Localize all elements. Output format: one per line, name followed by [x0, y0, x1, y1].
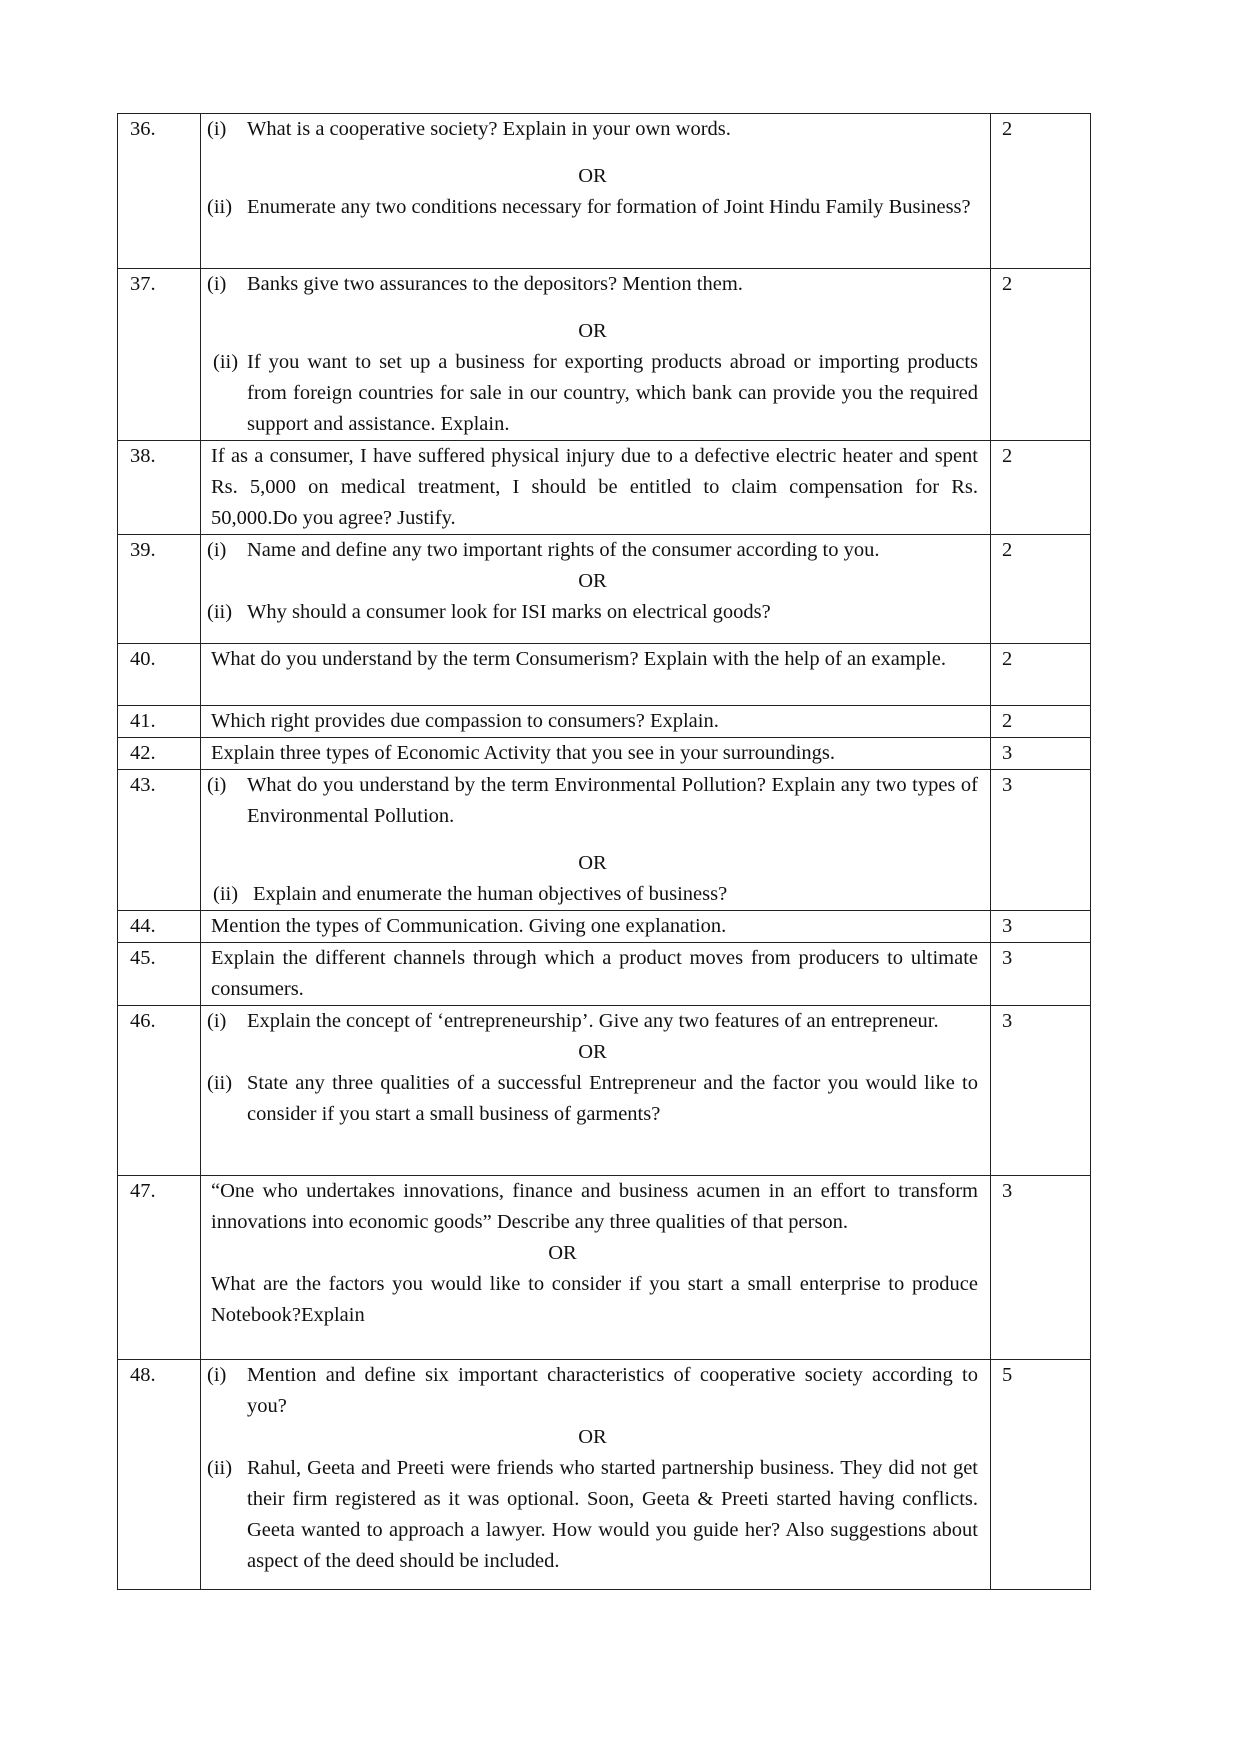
question-text-alt: What are the factors you would like to consider if you start a small enterprise to produce Notebook?Explain — [211, 1273, 978, 1326]
question-marks: 3 — [991, 1006, 1091, 1176]
or-separator: OR — [578, 570, 607, 592]
question-marks: 3 — [991, 738, 1091, 770]
part-text: Explain the concept of ‘entrepreneurship’. Give any two features of an entrepreneur. — [247, 1010, 939, 1032]
question-body — [201, 1360, 991, 1590]
question-text: Explain three types of Economic Activity that you see in your surroundings. — [211, 742, 835, 764]
question-body — [201, 770, 991, 911]
question-marks: 3 — [991, 1176, 1091, 1360]
question-marks: 3 — [991, 770, 1091, 911]
question-marks: 5 — [991, 1360, 1091, 1590]
question-number: 48. — [118, 1360, 201, 1590]
question-body — [201, 644, 991, 706]
question-body — [201, 1006, 991, 1176]
part-label: (i) — [207, 539, 227, 561]
part-label: (i) — [207, 1010, 227, 1032]
question-number: 37. — [118, 269, 201, 441]
question-row-39 — [118, 535, 1091, 644]
question-text: What do you understand by the term Consumerism? Explain with the help of an example. — [211, 648, 946, 670]
question-text: Which right provides due compassion to consumers? Explain. — [211, 710, 719, 732]
question-table — [117, 113, 1091, 1590]
question-text: Explain the different channels through which a product moves from producers to ultimate consumers. — [211, 947, 978, 1000]
question-row-38 — [118, 441, 1091, 535]
question-part-i — [207, 770, 978, 832]
question-number: 46. — [118, 1006, 201, 1176]
question-number: 40. — [118, 644, 201, 706]
question-row-43 — [118, 770, 1091, 911]
part-label: (ii) — [207, 1072, 233, 1094]
question-body — [201, 441, 991, 535]
part-text: What do you understand by the term Environmental Pollution? Explain any two types of Environmental Pollution. — [247, 774, 978, 827]
question-number: 39. — [118, 535, 201, 644]
question-body — [201, 114, 991, 269]
question-part-i — [207, 1006, 978, 1037]
part-text: Enumerate any two conditions necessary for formation of Joint Hindu Family Business? — [247, 196, 971, 218]
question-row-42 — [118, 738, 1091, 770]
part-label: (i) — [207, 118, 227, 140]
or-separator: OR — [578, 320, 607, 342]
question-row-44 — [118, 911, 1091, 943]
part-text: Explain and enumerate the human objectives of business? — [253, 883, 728, 905]
question-part-i — [207, 114, 978, 145]
question-part-i — [207, 1360, 978, 1422]
question-part-ii — [207, 1453, 978, 1577]
question-marks: 2 — [991, 706, 1091, 738]
question-marks: 2 — [991, 644, 1091, 706]
part-label: (ii) — [207, 1457, 233, 1479]
question-number: 44. — [118, 911, 201, 943]
part-text: Mention and define six important characteristics of cooperative society according to you? — [247, 1364, 978, 1417]
question-number: 38. — [118, 441, 201, 535]
question-part-i — [207, 535, 978, 566]
question-part-ii — [207, 1068, 978, 1130]
part-label: (ii) — [213, 351, 239, 373]
question-part-ii — [207, 192, 978, 223]
question-number: 45. — [118, 943, 201, 1006]
part-text: Why should a consumer look for ISI marks on electrical goods? — [247, 601, 771, 623]
question-row-47 — [118, 1176, 1091, 1360]
question-row-48 — [118, 1360, 1091, 1590]
question-text: “One who undertakes innovations, finance and business acumen in an effort to transform innovations into economic goods” Describe any three qualities of that person. — [211, 1180, 978, 1233]
question-body — [201, 269, 991, 441]
question-part-ii — [207, 879, 978, 910]
question-row-36 — [118, 114, 1091, 269]
question-marks: 2 — [991, 114, 1091, 269]
question-body — [201, 738, 991, 770]
part-text: Rahul, Geeta and Preeti were friends who started partnership business. They did not get their firm registered as it was optional. Soon, Geeta & Preeti started having conflicts. Geeta wanted to approach a lawyer. How would you guide her? Also suggestions about aspect of the deed should be included. — [247, 1457, 978, 1572]
part-text: If you want to set up a business for exporting products abroad or importing products from foreign countries for sale in our country, which bank can provide you the required support and assistance. Explain. — [247, 351, 978, 435]
or-separator: OR — [578, 852, 607, 874]
part-text: Banks give two assurances to the depositors? Mention them. — [247, 273, 743, 295]
or-separator: OR — [578, 1426, 607, 1448]
question-body — [201, 706, 991, 738]
question-body — [201, 535, 991, 644]
part-text: State any three qualities of a successful Entrepreneur and the factor you would like to consider if you start a small business of garments? — [247, 1072, 978, 1125]
question-body — [201, 911, 991, 943]
question-number: 47. — [118, 1176, 201, 1360]
question-number: 36. — [118, 114, 201, 269]
question-row-40 — [118, 644, 1091, 706]
question-marks: 2 — [991, 535, 1091, 644]
question-body — [201, 1176, 991, 1360]
question-text: If as a consumer, I have suffered physical injury due to a defective electric heater and spent Rs. 5,000 on medical treatment, I should be entitled to claim compensation for Rs. 50,000.Do you agree? Justify. — [211, 445, 978, 529]
question-number: 41. — [118, 706, 201, 738]
question-row-41 — [118, 706, 1091, 738]
part-label: (ii) — [207, 601, 233, 623]
part-label: (i) — [207, 1364, 227, 1386]
question-marks: 2 — [991, 441, 1091, 535]
question-row-46 — [118, 1006, 1091, 1176]
part-text: Name and define any two important rights of the consumer according to you. — [247, 539, 880, 561]
part-text: What is a cooperative society? Explain in your own words. — [247, 118, 731, 140]
question-row-45 — [118, 943, 1091, 1006]
question-body — [201, 943, 991, 1006]
question-marks: 3 — [991, 911, 1091, 943]
question-number: 43. — [118, 770, 201, 911]
question-part-ii — [207, 597, 978, 628]
or-separator: OR — [548, 1242, 577, 1264]
question-number: 42. — [118, 738, 201, 770]
part-label: (i) — [207, 774, 227, 796]
question-row-37 — [118, 269, 1091, 441]
or-separator: OR — [578, 1041, 607, 1063]
part-label: (ii) — [207, 196, 233, 218]
question-part-i — [207, 269, 978, 300]
question-text: Mention the types of Communication. Giving one explanation. — [211, 915, 727, 937]
or-separator: OR — [578, 165, 607, 187]
part-label: (ii) — [213, 883, 239, 905]
question-marks: 3 — [991, 943, 1091, 1006]
part-label: (i) — [207, 273, 227, 295]
question-marks: 2 — [991, 269, 1091, 441]
question-part-ii — [207, 347, 978, 440]
